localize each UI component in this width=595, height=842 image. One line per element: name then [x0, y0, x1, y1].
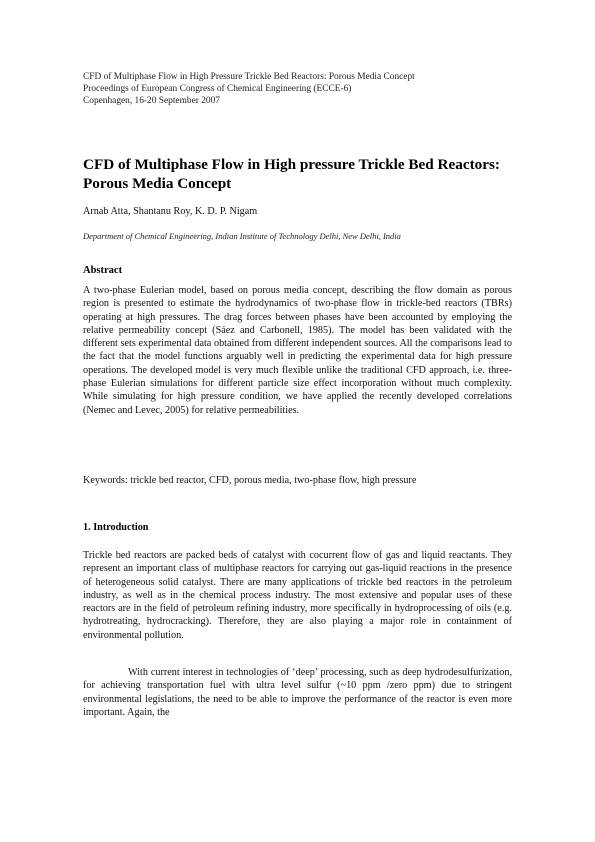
running-head-proceedings: Proceedings of European Congress of Chemical Engineering (ECCE-6): [83, 84, 352, 94]
keywords: Keywords: trickle bed reactor, CFD, porous media, two-phase flow, high pressure: [83, 475, 417, 486]
abstract-heading: Abstract: [83, 265, 123, 276]
running-head-location: Copenhagen, 16-20 September 2007: [83, 96, 220, 106]
author-list: Arnab Atta, Shantanu Roy, K. D. P. Nigam: [83, 206, 258, 217]
running-head-title: CFD of Multiphase Flow in High Pressure Trickle Bed Reactors: Porous Media Concept: [83, 72, 415, 82]
affiliation: Department of Chemical Engineering, Indian Institute of Technology Delhi, New Delhi, India: [83, 231, 401, 241]
introduction-heading: 1. Introduction: [83, 522, 149, 533]
introduction-paragraph-1: Trickle bed reactors are packed beds of catalyst with cocurrent flow of gas and liquid reactants. They represent an important class of multiphase reactors for carrying out gas-liquid reactions in the presence of heterogeneous solid catalyst. There are many applications of trickle bed reactors in the petroleum industry, as well as in the chemical process industry. The most extensive and popular uses of these reactors are in the field of petroleum refining industry, more specifically in hydroprocessing of oils (e.g. hydrotreating, hydrocracking). Therefore, they are also playing a major role in containment of environmental pollution.: [83, 550, 512, 641]
abstract-text: A two-phase Eulerian model, based on porous media concept, describing the flow domain as porous region is presented to estimate the hydrodynamics of two-phase flow in trickle-bed reactors (TBRs) operating at high pressures. The drag forces between phases have been accounted by employing the relative permeability concept (Sáez and Carbonell, 1985). The model has been validated with the different sets experimental data obtained from different independent sources. All the comparisons lead to the fact that the model functions arguably well in predicting the experimental data for high pressure operations. The developed model is very much flexible unlike the traditional CFD approach, i.e. three-phase Eulerian simulations for different particle size effect incorporation without much complexity. While simulating for high pressure condition, we have applied the recently developed correlations (Nemec and Levec, 2005) for relative permeabilities.: [83, 285, 512, 416]
paper-title: CFD of Multiphase Flow in High pressure Trickle Bed Reactors: Porous Media Concept: [83, 156, 500, 192]
introduction-paragraph-2: With current interest in technologies of ‘deep’ processing, such as deep hydrodesulfurization, for achieving transportation fuel with ultra level sulfur (~10 ppm /zero ppm) due to stringent environmental legislations, the need to be able to improve the performance of the reactor is even more important. Again, the: [83, 667, 512, 718]
running-head: [83, 71, 523, 107]
